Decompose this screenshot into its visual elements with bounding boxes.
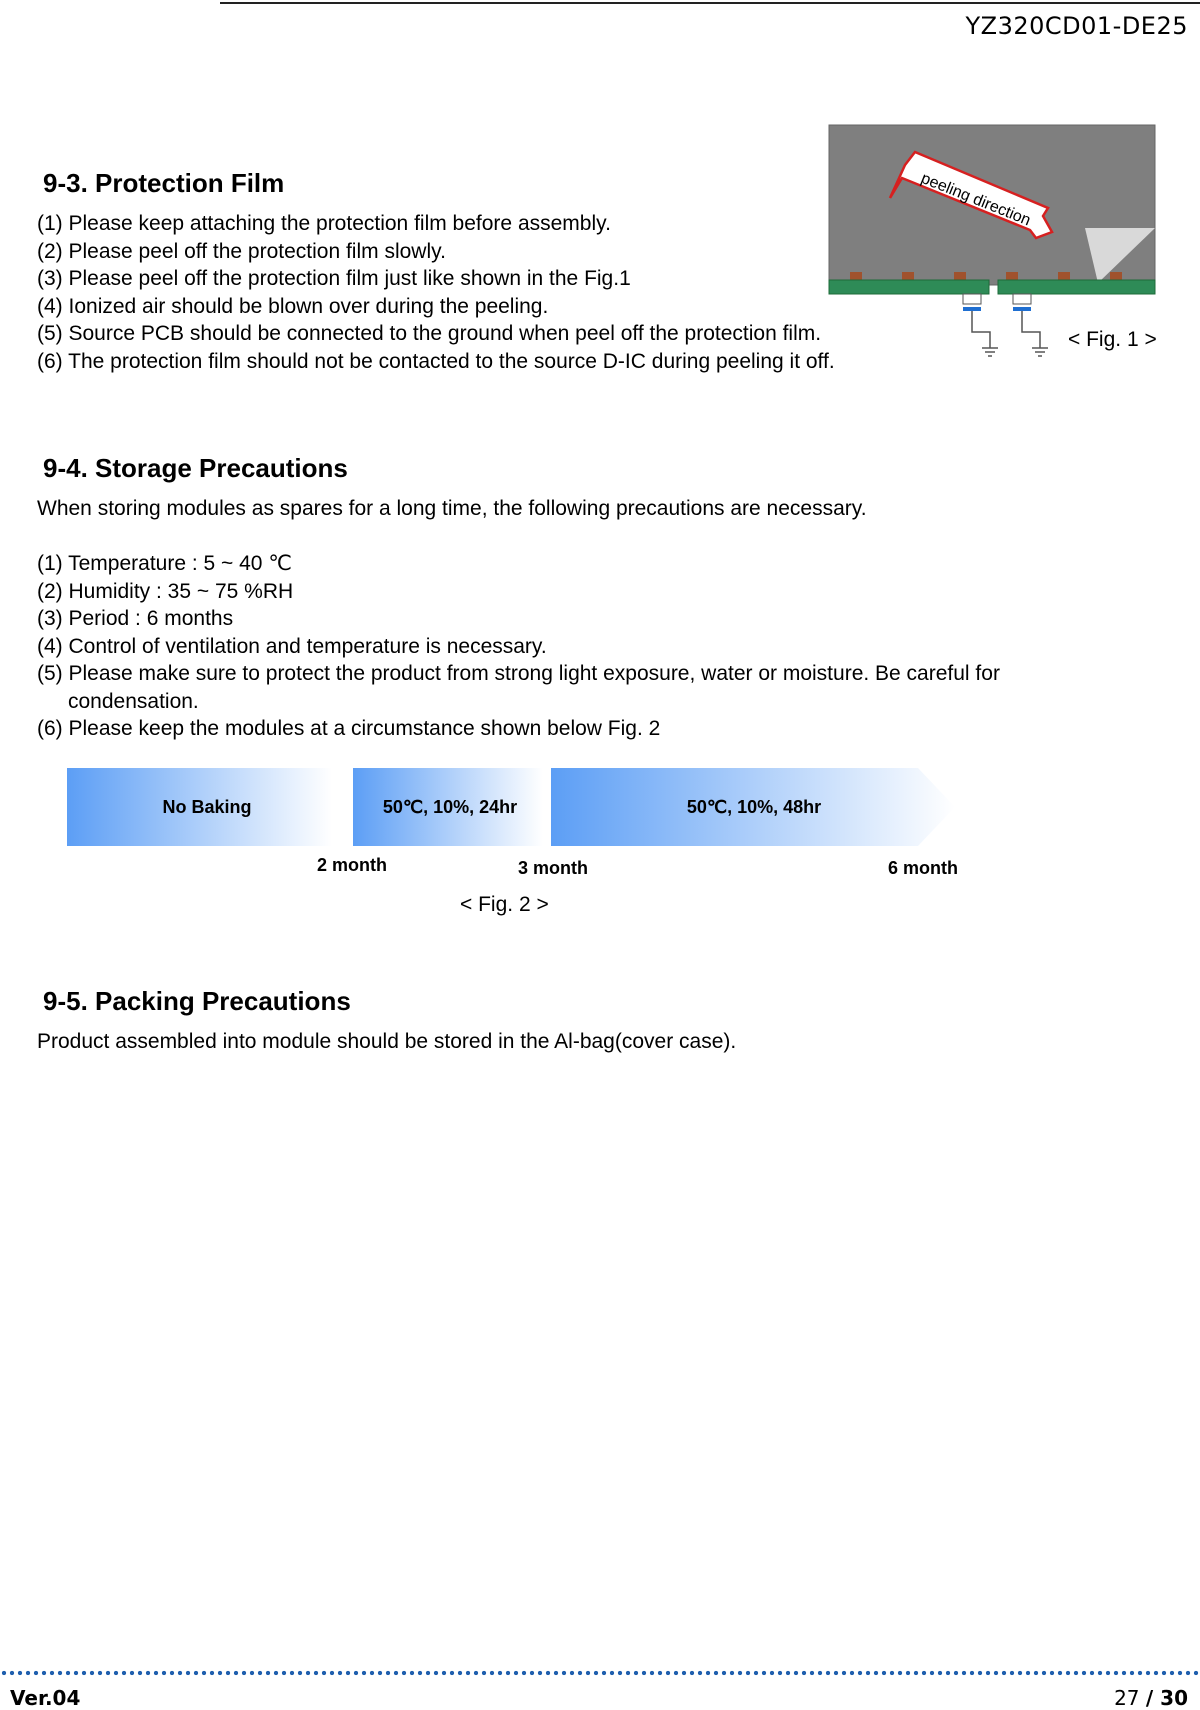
list-item-continuation: condensation. xyxy=(68,689,199,713)
figure-2-caption: < Fig. 2 > xyxy=(460,893,549,916)
section-9-3-title: 9-3. Protection Film xyxy=(43,168,285,198)
version-label: Ver.04 xyxy=(10,1686,81,1710)
list-item: (3) Period : 6 months xyxy=(37,607,234,630)
document-id: YZ320CD01-DE25 xyxy=(965,12,1188,40)
ground-connector-icon xyxy=(963,307,981,311)
page-total: / 30 xyxy=(1145,1686,1188,1710)
section-9-5-title: 9-5. Packing Precautions xyxy=(43,986,351,1016)
list-item: (1) Please keep attaching the protection film before assembly. xyxy=(37,212,611,235)
list-item: (4) Ionized air should be blown over during the peeling. xyxy=(37,294,549,318)
section-9-4-title: 9-4. Storage Precautions xyxy=(43,453,348,483)
list-item: (6) Please keep the modules at a circumstance shown below Fig. 2 xyxy=(37,717,661,740)
segment-label: No Baking xyxy=(162,797,252,817)
storage-timeline-diagram xyxy=(60,760,960,880)
list-item: (2) Humidity : 35 ~ 75 %RH xyxy=(37,579,294,603)
header-rule xyxy=(220,2,1200,4)
list-item: (5) Please make sure to protect the product from strong light exposure, water or moisture. Be careful for xyxy=(37,662,1000,685)
section-9-4-list xyxy=(37,550,1000,743)
ground-connector-icon xyxy=(1013,307,1031,311)
source-pcb-right xyxy=(998,280,1155,294)
source-pcb-left xyxy=(829,280,989,294)
page-number xyxy=(1114,1686,1188,1710)
figure-1-caption: < Fig. 1 > xyxy=(1068,328,1157,351)
section-9-5-text: Product assembled into module should be stored in the Al-bag(cover case). xyxy=(37,1030,737,1053)
month-label: 6 month xyxy=(888,858,958,878)
month-label: 2 month xyxy=(317,855,387,875)
month-label: 3 month xyxy=(518,858,588,878)
segment-label: 50℃, 10%, 24hr xyxy=(382,797,518,817)
list-item: (1) Temperature : 5 ~ 40 ℃ xyxy=(37,552,292,575)
list-item: (2) Please peel off the protection film slowly. xyxy=(37,239,446,263)
section-9-4-intro: When storing modules as spares for a long time, the following precautions are necessary. xyxy=(37,497,867,520)
peeling-direction-label: peeling direction xyxy=(918,169,1033,230)
page-current: 27 xyxy=(1114,1686,1140,1710)
list-item: (3) Please peel off the protection film just like shown in the Fig.1 xyxy=(37,267,631,290)
ground-icon xyxy=(982,348,1048,356)
segment-label: 50℃, 10%, 48hr xyxy=(686,797,822,817)
footer-dotted-rule xyxy=(0,1670,1200,1676)
list-item: (5) Source PCB should be connected to the ground when peel off the protection film. xyxy=(37,322,822,345)
list-item: (6) The protection film should not be contacted to the source D-IC during peeling it off. xyxy=(37,349,835,373)
list-item: (4) Control of ventilation and temperature is necessary. xyxy=(37,634,547,658)
section-9-3-list xyxy=(37,210,835,375)
